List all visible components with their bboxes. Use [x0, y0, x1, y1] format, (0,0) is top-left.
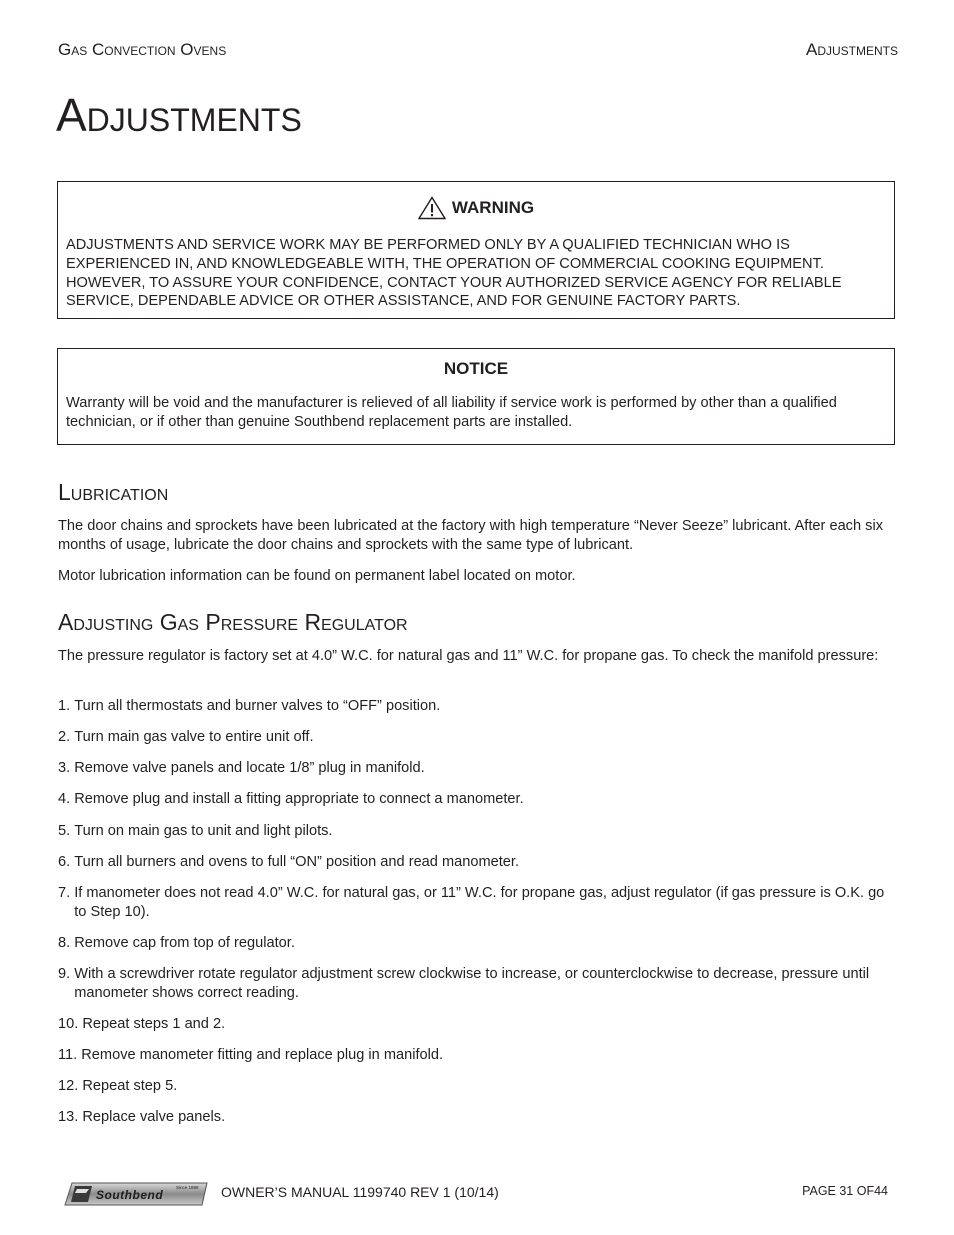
- step-item: 10. Repeat steps 1 and 2.: [58, 1016, 226, 1032]
- footer-manual-id: OWNER’S MANUAL 1199740 REV 1 (10/14): [221, 1184, 499, 1200]
- warning-heading: WARNING: [451, 198, 535, 217]
- regulator-intro: The pressure regulator is factory set at 4.0” W.C. for natural gas and 11” W.C. for propane gas. To check the manifold pressure:: [58, 648, 879, 664]
- svg-text:Southbend: Southbend: [96, 1188, 164, 1202]
- warning-box: [57, 181, 895, 319]
- step-item: 8. Remove cap from top of regulator.: [58, 935, 295, 951]
- step-item: 1. Turn all thermostats and burner valves to “OFF” position.: [58, 698, 441, 714]
- step-item: 6. Turn all burners and ovens to full “ON” position and read manometer.: [58, 854, 520, 870]
- section-heading-lubrication: Lubrication: [58, 479, 169, 505]
- warning-line: SERVICE, DEPENDABLE ADVICE OR OTHER ASSISTANCE, AND FOR GENUINE FACTORY PARTS.: [66, 293, 741, 310]
- footer-page-number: PAGE 31 OF44: [802, 1184, 888, 1198]
- lubrication-motor-paragraph: Motor lubrication information can be found on permanent label located on motor.: [58, 568, 576, 584]
- step-item: 13. Replace valve panels.: [58, 1109, 226, 1125]
- warning-heading-row: [58, 196, 894, 220]
- step-item: 2. Turn main gas valve to entire unit off.: [58, 729, 314, 745]
- warning-line: HOWEVER, TO ASSURE YOUR CONFIDENCE, CONTACT YOUR AUTHORIZED SERVICE AGENCY FOR RELIABLE: [66, 274, 842, 291]
- lubrication-paragraph: The door chains and sprockets have been lubricated at the factory with high temperature “Never Seeze” lubricant. After each six months of usage, lubricate the door chains and sprockets with the same type of lubricant.: [58, 518, 883, 553]
- warning-body: [66, 236, 894, 311]
- step-item: 4. Remove plug and install a fitting appropriate to connect a manometer.: [58, 791, 524, 807]
- svg-text:Since 1898: Since 1898: [176, 1185, 199, 1190]
- step-item: 5. Turn on main gas to unit and light pilots.: [58, 823, 333, 839]
- warning-triangle-icon: [418, 196, 446, 220]
- notice-body: Warranty will be void and the manufacturer is relieved of all liability if service work is performed by other than a qualified technician, or if other than genuine Southbend replacement parts are installed.: [66, 395, 837, 430]
- running-header-left: Gas Convection Ovens: [58, 40, 227, 59]
- step-item: 11. Remove manometer fitting and replace plug in manifold.: [58, 1047, 444, 1063]
- step-item: 3. Remove valve panels and locate 1/8” plug in manifold.: [58, 760, 425, 776]
- step-item: 9. With a screwdriver rotate regulator adjustment screw clockwise to increase, or counterclockwise to decrease, pressure until manometer shows correct reading.: [58, 966, 870, 1001]
- section-heading-regulator: Adjusting Gas Pressure Regulator: [58, 609, 408, 635]
- step-item: 12. Repeat step 5.: [58, 1078, 178, 1094]
- southbend-logo: [64, 1182, 210, 1206]
- page-title: Adjustments: [56, 89, 302, 141]
- notice-heading: NOTICE: [443, 359, 509, 378]
- running-header-right: Adjustments: [805, 40, 898, 59]
- step-item: 7. If manometer does not read 4.0” W.C. for natural gas, or 11” W.C. for propane gas, adjust regulator (if gas pressure is O.K. go to Step 10).: [58, 885, 885, 920]
- warning-line: EXPERIENCED IN, AND KNOWLEDGEABLE WITH, THE OPERATION OF COMMERCIAL COOKING EQUIPMENT.: [66, 255, 824, 272]
- warning-line: ADJUSTMENTS AND SERVICE WORK MAY BE PERFORMED ONLY BY A QUALIFIED TECHNICIAN WHO IS: [66, 237, 790, 253]
- notice-box: [57, 348, 895, 445]
